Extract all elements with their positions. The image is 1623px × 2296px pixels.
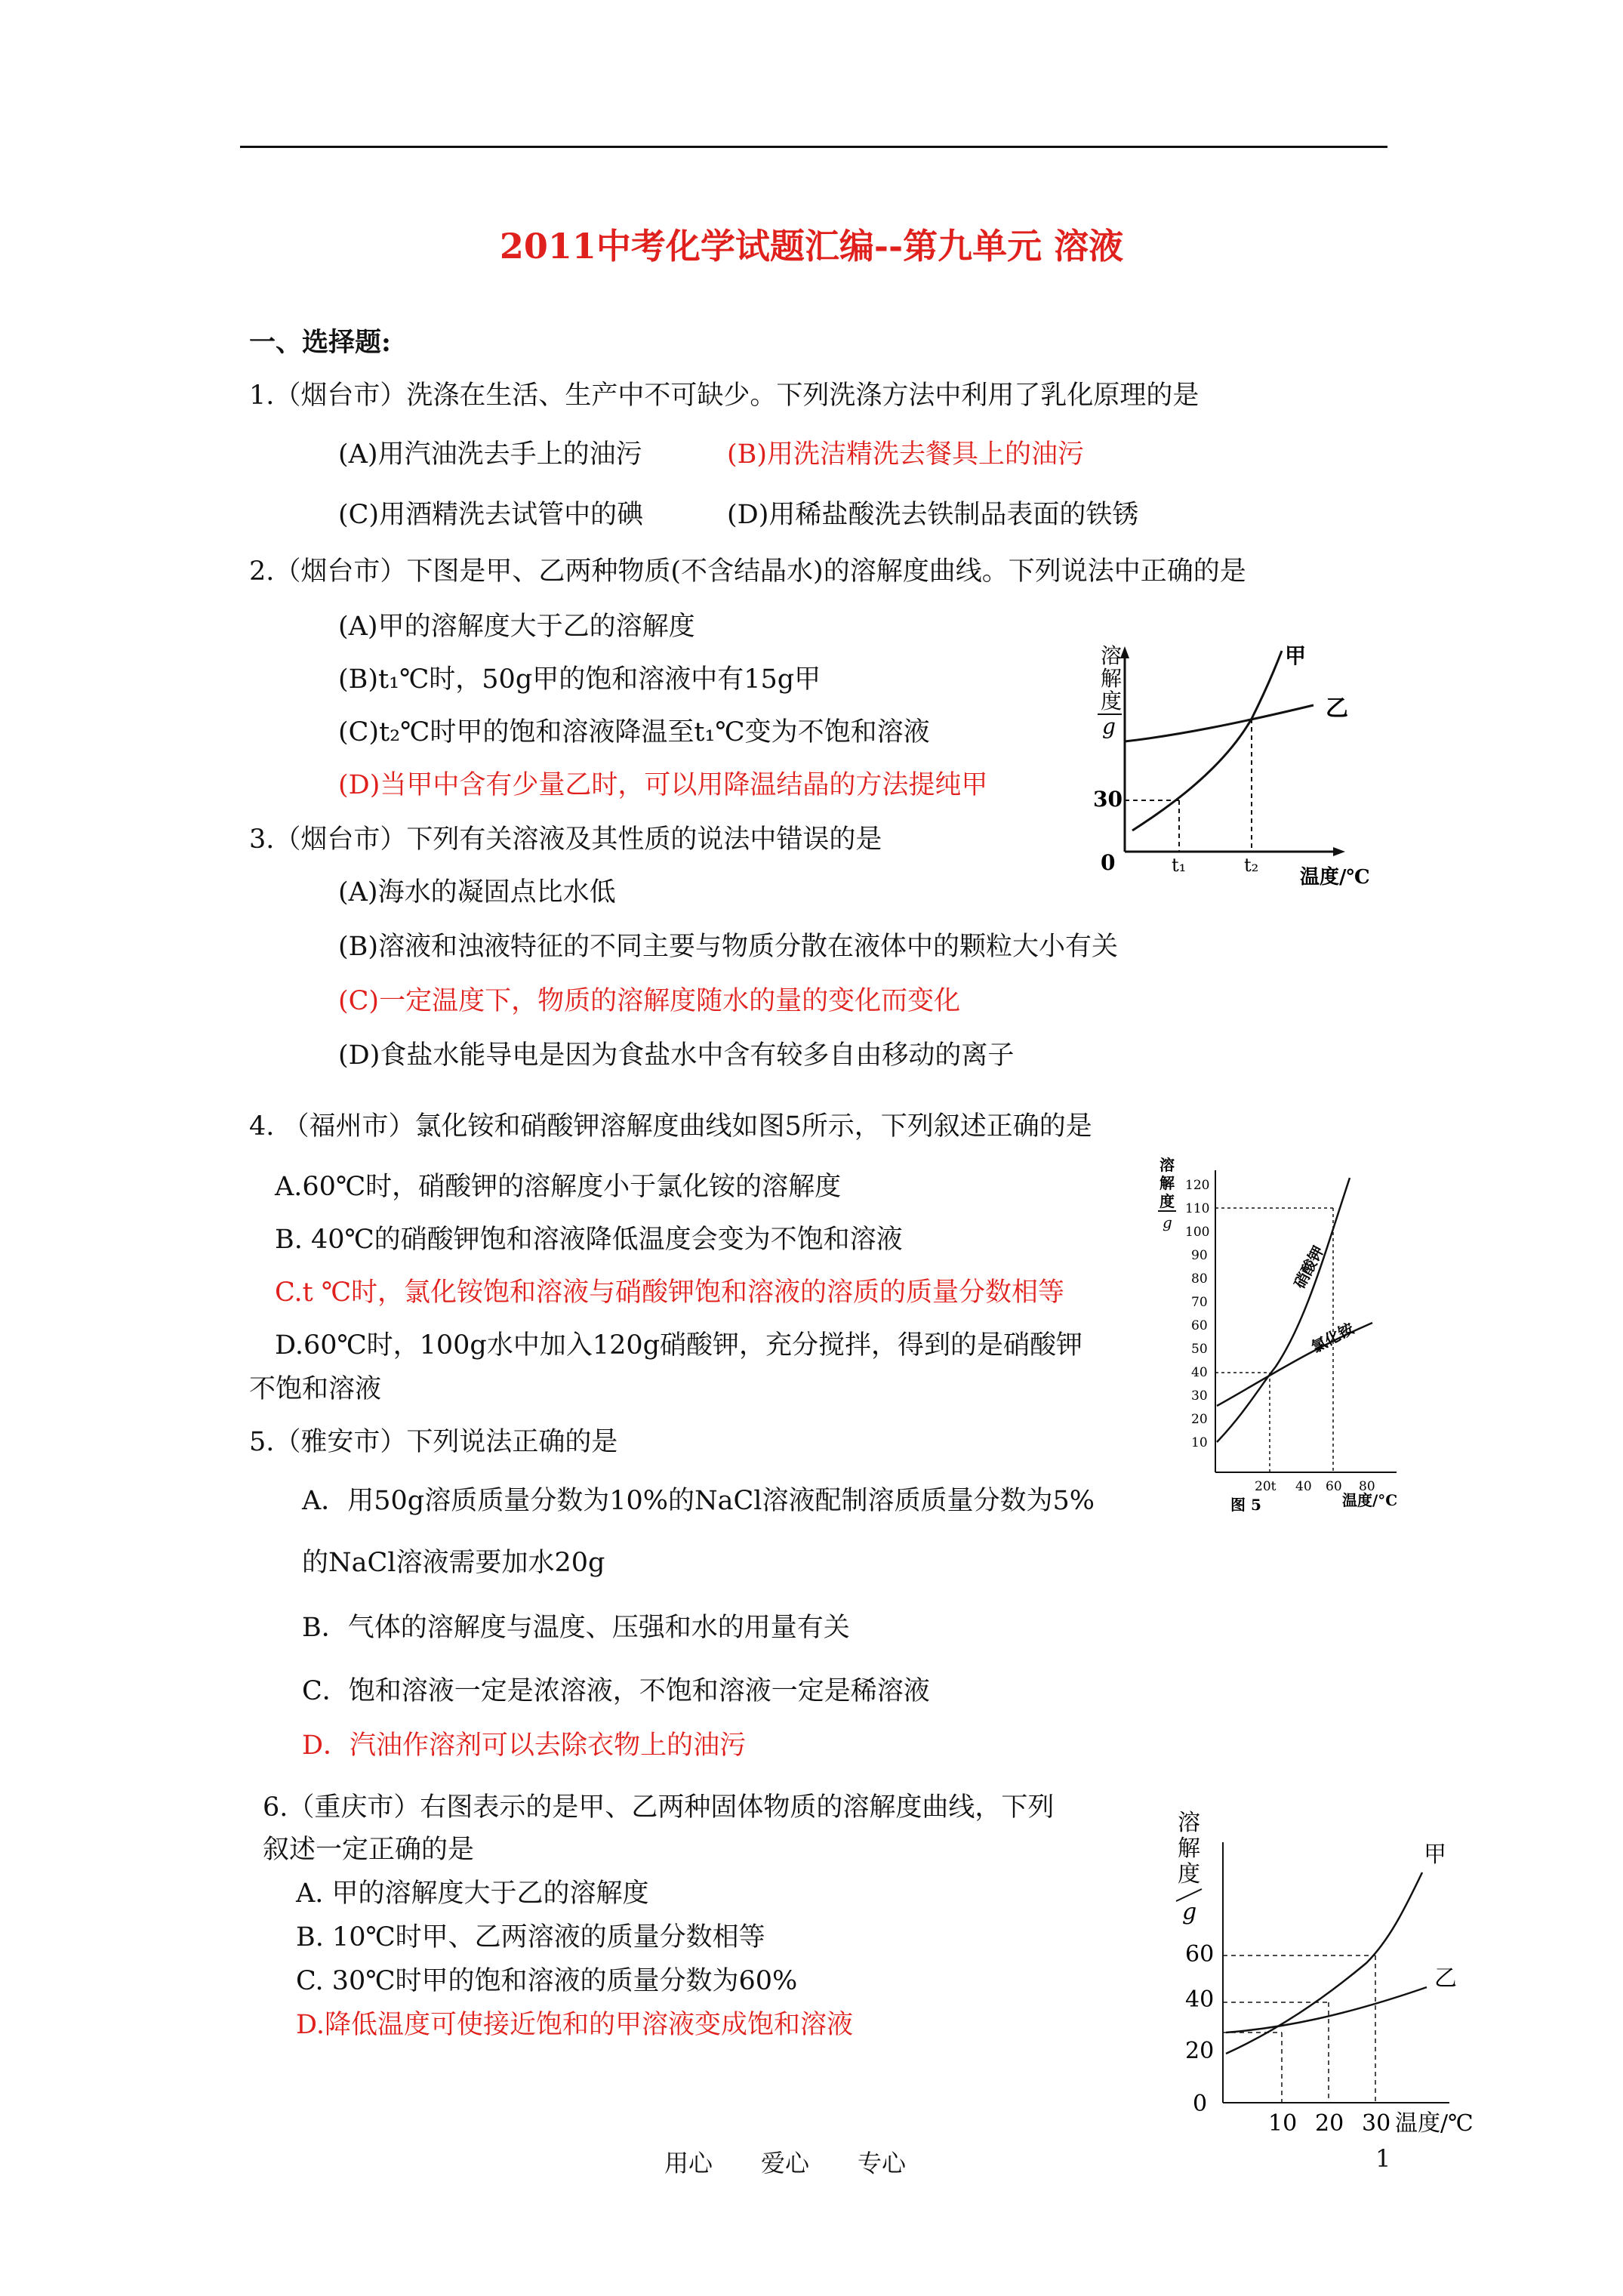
- q4-ytick: 40: [1191, 1365, 1208, 1380]
- q4-solubility-chart: [1155, 1155, 1434, 1525]
- q4-caption: 图 5: [1230, 1496, 1261, 1514]
- q2-label-yi: 乙: [1326, 695, 1348, 722]
- q2-curve-jia: [1132, 651, 1282, 831]
- q4-ytick: 50: [1191, 1342, 1208, 1357]
- q6-xtick: 20: [1315, 2110, 1344, 2137]
- q2-ytick-30: 30: [1093, 787, 1123, 812]
- q4-option-d: D.60℃时，100g水中加入120g硝酸钾，充分搅拌，得到的是硝酸钾: [275, 1330, 1083, 1361]
- q5-option-b: B．气体的溶解度与温度、压强和水的用量有关: [302, 1613, 850, 1643]
- q4-xtick: 80: [1359, 1479, 1375, 1494]
- q2-xlabel: 温度/℃: [1300, 866, 1370, 889]
- q4-xtick: 60: [1326, 1479, 1342, 1494]
- q4-option-a: A.60℃时，硝酸钾的溶解度小于氯化铵的溶解度: [275, 1172, 842, 1202]
- q4-ytick: 120: [1185, 1178, 1210, 1193]
- q6-option-c: C. 30℃时甲的饱和溶液的质量分数为60%: [296, 1966, 798, 1996]
- q6-xtick: 10: [1268, 2110, 1298, 2137]
- q4-option-b: B. 40℃的硝酸钾饱和溶液降低温度会变为不饱和溶液: [275, 1225, 903, 1255]
- q2-label-jia: 甲: [1285, 643, 1307, 668]
- q4-ytick: 30: [1191, 1388, 1208, 1404]
- q6-ylabel-2: 解: [1178, 1835, 1200, 1862]
- q2-solubility-chart: [1087, 640, 1389, 889]
- q4-ytick: 60: [1191, 1318, 1208, 1333]
- q4-option-d-cont: 不饱和溶液: [249, 1374, 382, 1404]
- q6-ytick: 60: [1185, 1941, 1215, 1968]
- q6-ytick: 20: [1185, 2038, 1215, 2064]
- q2-tick-t1: t₁: [1172, 855, 1187, 876]
- q6-xlabel: 温度/℃: [1395, 2110, 1472, 2137]
- q6-label-yi: 乙: [1434, 1965, 1457, 1992]
- q2-origin: 0: [1101, 850, 1116, 875]
- q5-option-d: D．汽油作溶剂可以去除衣物上的油污: [302, 1730, 747, 1761]
- q3-option-a: (A)海水的凝固点比水低: [338, 877, 616, 908]
- q2-option-a: (A)甲的溶解度大于乙的溶解度: [338, 612, 695, 642]
- q2-ylabel-3: 度: [1101, 689, 1123, 713]
- q2-ylabel-4: g: [1102, 714, 1116, 739]
- page-title: 2011中考化学试题汇编--第九单元 溶液: [499, 226, 1124, 267]
- q5-stem: 5.（雅安市）下列说法正确的是: [249, 1427, 618, 1457]
- q4-ytick: 70: [1191, 1295, 1208, 1310]
- page-number: 1: [1375, 2144, 1391, 2173]
- q1-option-c: (C)用酒精洗去试管中的碘: [338, 500, 644, 530]
- q4-xtick: 20t: [1255, 1479, 1277, 1494]
- q4-ytick: 80: [1191, 1271, 1208, 1287]
- q4-ytick: 10: [1191, 1435, 1208, 1450]
- q6-ylabel-3: 度: [1178, 1861, 1200, 1888]
- q6-yticks: [1185, 1941, 1214, 2117]
- q1-option-b: (B)用洗洁精洗去餐具上的油污: [727, 439, 1085, 470]
- q3-option-c: (C)一定温度下，物质的溶解度随水的量的变化而变化: [338, 986, 961, 1016]
- q6-stem-cont: 叙述一定正确的是: [263, 1835, 475, 1865]
- q2-ylabel-1: 溶: [1101, 643, 1123, 668]
- q4-xlabel: 温度/°C: [1342, 1491, 1398, 1509]
- q4-ylabel-3: 度: [1160, 1192, 1175, 1210]
- q4-curve-kno3: [1217, 1178, 1350, 1442]
- q2-tick-t2: t₂: [1244, 855, 1259, 876]
- q2-option-d: (D)当甲中含有少量乙时，可以用降温结晶的方法提纯甲: [338, 770, 988, 800]
- q4-yticks: [1185, 1178, 1209, 1450]
- q6-option-a: A. 甲的溶解度大于乙的溶解度: [296, 1878, 649, 1909]
- q2-option-b: (B)t₁℃时，50g甲的饱和溶液中有15g甲: [338, 664, 821, 695]
- q3-stem: 3.（烟台市）下列有关溶液及其性质的说法中错误的是: [249, 824, 882, 855]
- q5-option-a-cont: 的NaCl溶液需要加水20g: [302, 1548, 605, 1578]
- q4-stem: 4. （福州市）氯化铵和硝酸钾溶解度曲线如图5所示，下列叙述正确的是: [249, 1111, 1092, 1142]
- q4-ylabel-4: g: [1163, 1213, 1172, 1231]
- header-rule: [240, 146, 1387, 148]
- section-heading: 一、选择题:: [249, 327, 391, 358]
- q4-option-c: C.t ℃时，氯化铵饱和溶液与硝酸钾饱和溶液的溶质的质量分数相等: [275, 1277, 1065, 1308]
- q1-option-a: (A)用汽油洗去手上的油污: [338, 439, 642, 470]
- q6-ytick: 40: [1185, 1986, 1215, 2013]
- q2-stem: 2.（烟台市）下图是甲、乙两种物质(不含结晶水)的溶解度曲线。下列说法中正确的是: [249, 556, 1246, 587]
- q6-stem: 6.（重庆市）右图表示的是甲、乙两种固体物质的溶解度曲线，下列: [263, 1792, 1055, 1823]
- q4-ylabel-1: 溶: [1160, 1156, 1175, 1174]
- q4-ytick: 90: [1191, 1248, 1208, 1263]
- q6-option-d: D.降低温度可使接近饱和的甲溶液变成饱和溶液: [296, 2010, 853, 2040]
- q6-solubility-chart: [1170, 1804, 1472, 2137]
- q2-x-arrow: [1333, 847, 1345, 856]
- q4-xtick: 40: [1295, 1479, 1312, 1494]
- q4-ytick: 20: [1191, 1412, 1208, 1427]
- q6-xticks: [1268, 2110, 1390, 2137]
- q4-label-kno3: 硝酸钾: [1290, 1243, 1328, 1292]
- q1-option-d: (D)用稀盐酸洗去铁制品表面的铁锈: [727, 500, 1139, 530]
- q5-option-a: A．用50g溶质质量分数为10%的NaCl溶液配制溶质质量分数为5%: [302, 1486, 1095, 1516]
- q4-label-nh4cl: 氯化铵: [1308, 1319, 1357, 1357]
- q3-option-d: (D)食盐水能导电是因为食盐水中含有较多自由移动的离子: [338, 1040, 1015, 1071]
- q6-curve-jia: [1226, 1872, 1422, 2054]
- q1-stem: 1.（烟台市）洗涤在生活、生产中不可缺少。下列洗涤方法中利用了乳化原理的是: [249, 381, 1200, 411]
- footer-motto: 用心 爱心 专心: [664, 2149, 907, 2177]
- q6-ylabel-4: g: [1182, 1899, 1197, 1925]
- q2-option-c: (C)t₂℃时甲的饱和溶液降温至t₁℃变为不饱和溶液: [338, 717, 930, 747]
- q2-ylabel-2: 解: [1101, 666, 1123, 691]
- q5-option-c: C．饱和溶液一定是浓溶液，不饱和溶液一定是稀溶液: [302, 1676, 930, 1706]
- q4-ytick: 100: [1185, 1225, 1210, 1240]
- q6-xtick: 30: [1362, 2110, 1391, 2137]
- q6-option-b: B. 10℃时甲、乙两溶液的质量分数相等: [296, 1922, 765, 1952]
- q3-option-b: (B)溶液和浊液特征的不同主要与物质分散在液体中的颗粒大小有关: [338, 932, 1119, 962]
- q2-curve-yi: [1125, 705, 1313, 741]
- q6-ytick: 0: [1193, 2091, 1208, 2117]
- q4-ylabel-2: 解: [1160, 1174, 1175, 1192]
- q6-ylabel-1: 溶: [1178, 1810, 1200, 1836]
- q4-ytick: 110: [1185, 1201, 1210, 1216]
- q6-label-jia: 甲: [1424, 1841, 1446, 1868]
